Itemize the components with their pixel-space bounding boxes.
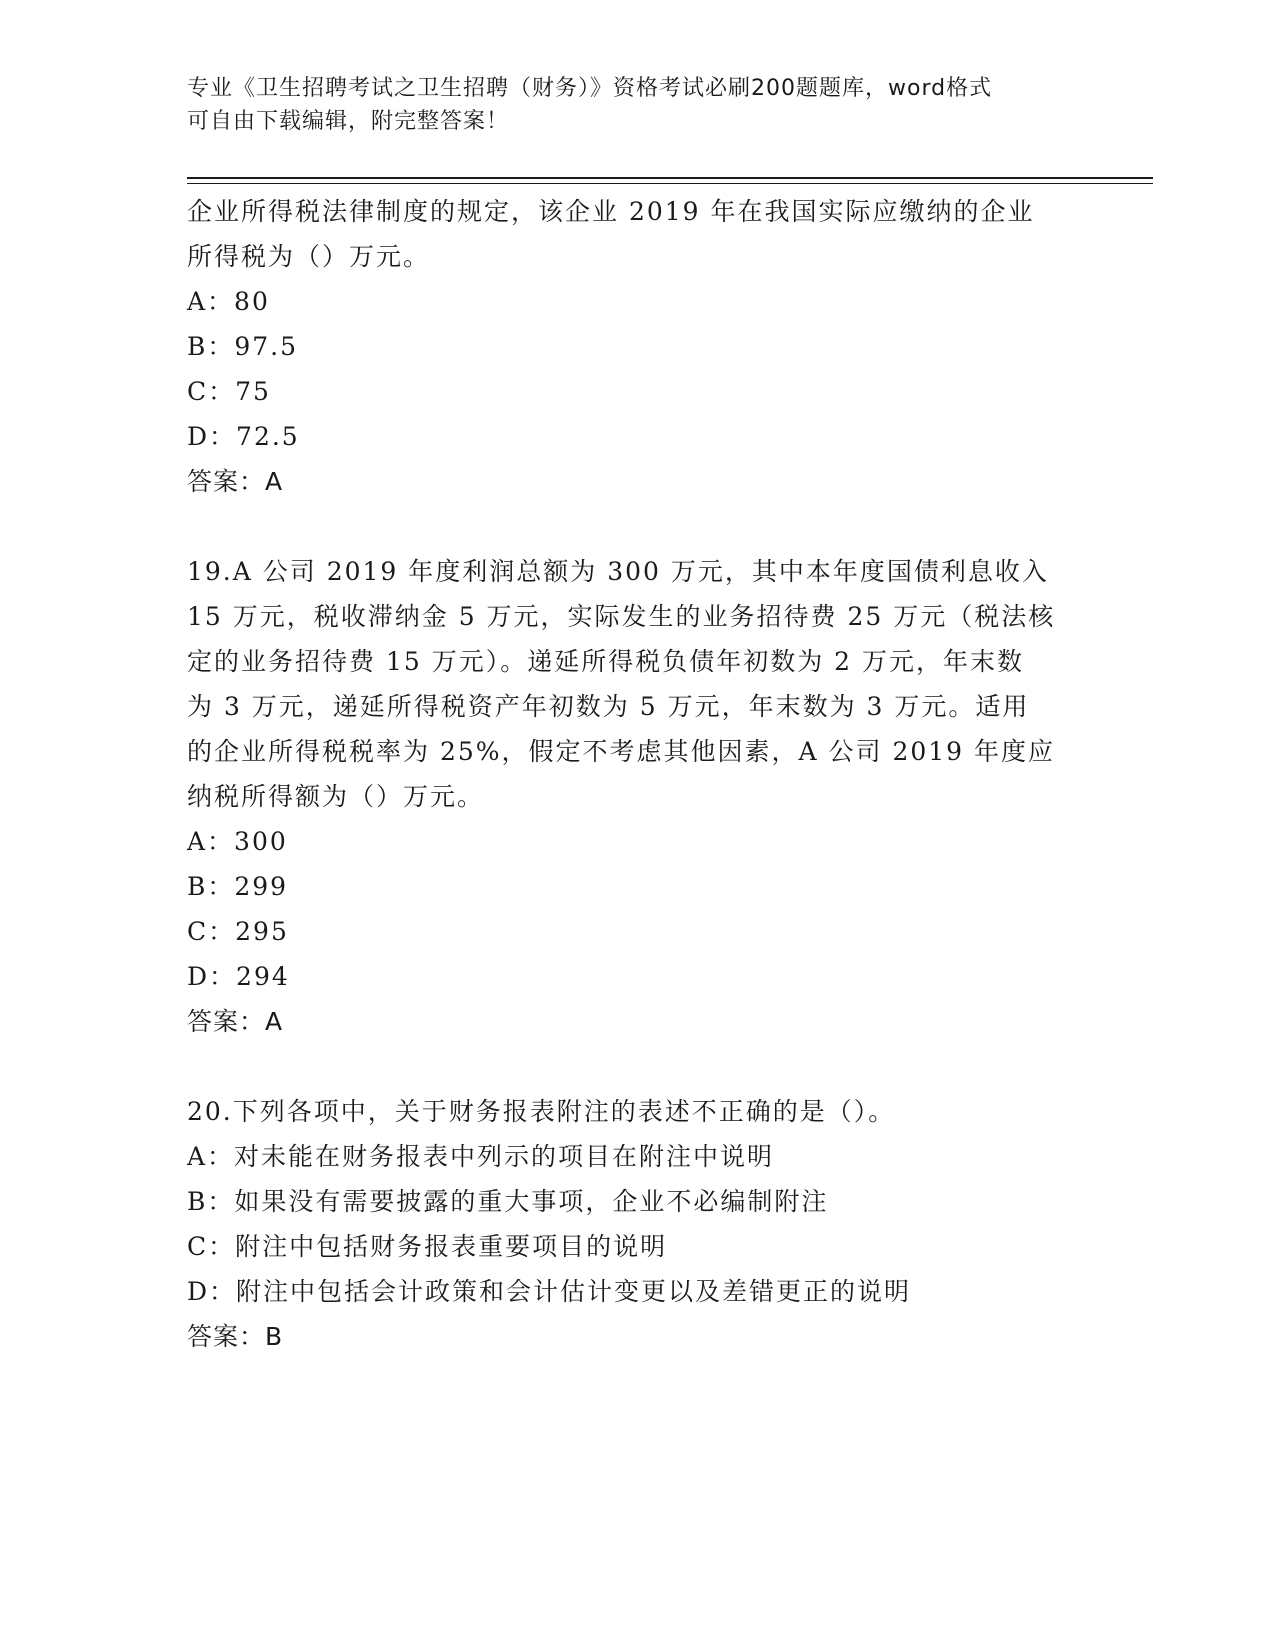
option-c: C：75 — [187, 377, 271, 406]
option-a: A：对未能在财务报表中列示的项目在附注中说明 — [187, 1142, 775, 1171]
question-stem-line: 纳税所得额为（）万元。 — [187, 782, 485, 811]
header-divider-thin — [187, 183, 1153, 184]
question-stem-line: 15 万元，税收滞纳金 5 万元，实际发生的业务招待费 25 万元（税法核 — [187, 602, 1056, 631]
option-c: C：295 — [187, 917, 289, 946]
question-20 — [187, 1089, 1087, 1359]
question-19 — [187, 549, 1087, 1044]
header-title-line-1: 专业《卫生招聘考试之卫生招聘（财务）》资格考试必刷200题题库，word格式 — [187, 76, 993, 101]
page-header — [187, 72, 1087, 138]
answer-line: 答案：B — [187, 1322, 284, 1351]
header-divider-thick — [187, 177, 1153, 179]
header-title-line-2: 可自由下载编辑，附完整答案！ — [187, 109, 510, 134]
question-stem-line: 企业所得税法律制度的规定，该企业 2019 年在我国实际应缴纳的企业 — [187, 197, 1035, 226]
option-a: A：300 — [187, 827, 288, 856]
question-stem-line: 的企业所得税税率为 25%，假定不考虑其他因素，A 公司 2019 年度应 — [187, 737, 1056, 766]
option-b: B：97.5 — [187, 332, 299, 361]
question-18 — [187, 189, 1087, 504]
question-content — [187, 189, 1087, 1359]
option-d: D：72.5 — [187, 422, 300, 451]
answer-line: 答案：A — [187, 1007, 284, 1036]
question-stem-line: 为 3 万元，递延所得税资产年初数为 5 万元，年末数为 3 万元。适用 — [187, 692, 1030, 721]
option-a: A：80 — [187, 287, 270, 316]
option-d: D：附注中包括会计政策和会计估计变更以及差错更正的说明 — [187, 1277, 912, 1306]
option-b: B：299 — [187, 872, 289, 901]
question-spacer — [187, 1044, 1087, 1089]
option-d: D：294 — [187, 962, 290, 991]
option-b: B：如果没有需要披露的重大事项，企业不必编制附注 — [187, 1187, 829, 1216]
question-spacer — [187, 504, 1087, 549]
option-c: C：附注中包括财务报表重要项目的说明 — [187, 1232, 668, 1261]
question-stem-line: 所得税为（）万元。 — [187, 242, 431, 271]
question-stem-line: 定的业务招待费 15 万元）。递延所得税负债年初数为 2 万元，年末数 — [187, 647, 1025, 676]
answer-line: 答案：A — [187, 467, 284, 496]
question-stem: 20.下列各项中，关于财务报表附注的表述不正确的是（）。 — [187, 1097, 896, 1126]
question-stem-line: 19.A 公司 2019 年度利润总额为 300 万元，其中本年度国债利息收入 — [187, 557, 1049, 586]
